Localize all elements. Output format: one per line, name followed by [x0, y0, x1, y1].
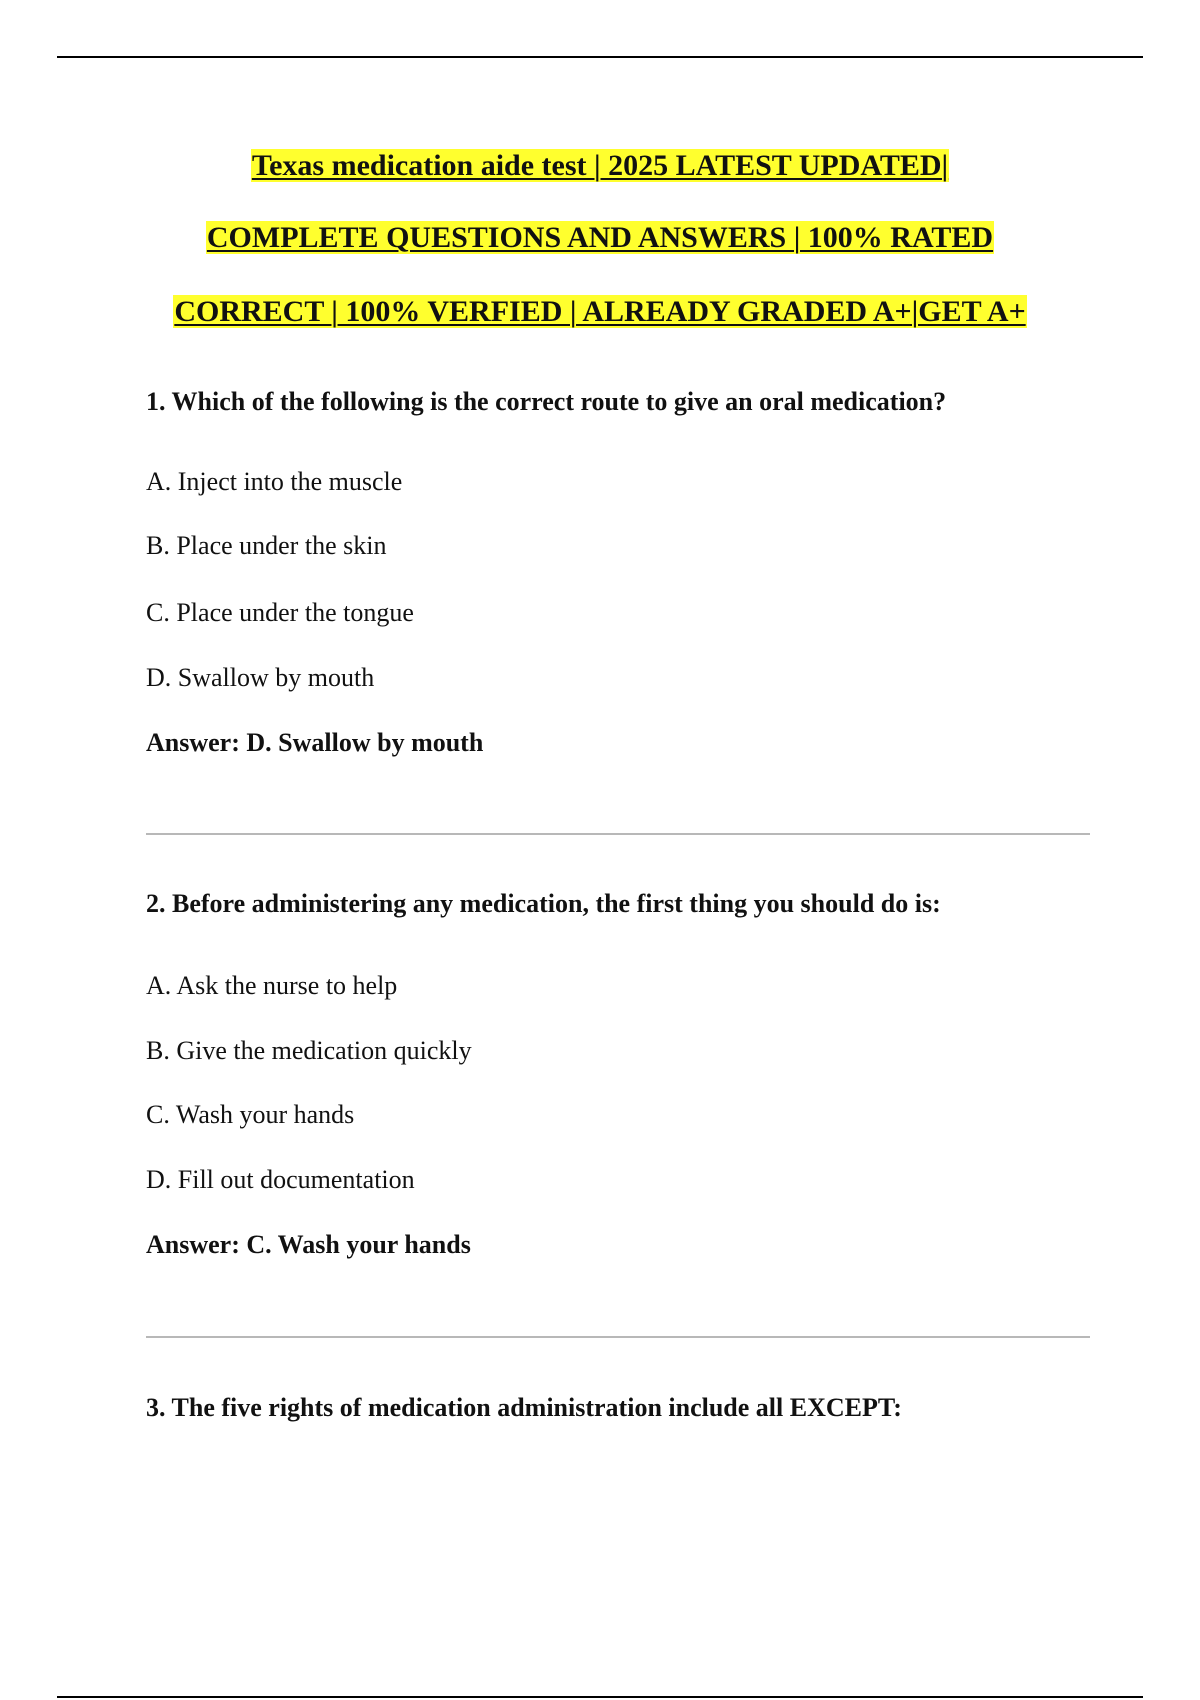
title-line-2-text: COMPLETE QUESTIONS AND ANSWERS | 100% RATED — [206, 221, 994, 254]
question-1-answer: Answer: D. Swallow by mouth — [146, 728, 484, 757]
question-divider-2 — [146, 1336, 1090, 1338]
title-line-2 — [0, 220, 1200, 256]
question-1-option-c: C. Place under the tongue — [146, 598, 414, 627]
question-2-option-b: B. Give the medication quickly — [146, 1036, 472, 1065]
title-line-3 — [0, 294, 1200, 330]
question-1-option-d: D. Swallow by mouth — [146, 663, 375, 692]
question-3-heading: 3. The five rights of medication administration include all EXCEPT: — [146, 1393, 902, 1422]
page-bottom-rule — [57, 1696, 1143, 1698]
question-1-option-a: A. Inject into the muscle — [146, 467, 403, 496]
page-top-rule — [57, 56, 1143, 58]
question-2-heading: 2. Before administering any medication, the first thing you should do is: — [146, 889, 941, 918]
question-2-option-d: D. Fill out documentation — [146, 1165, 415, 1194]
question-2-option-c: C. Wash your hands — [146, 1100, 355, 1129]
title-line-1 — [0, 148, 1200, 184]
question-1-option-b: B. Place under the skin — [146, 531, 387, 560]
title-line-3-text: CORRECT | 100% VERFIED | ALREADY GRADED A+|GET A+ — [174, 295, 1026, 328]
question-2-option-a: A. Ask the nurse to help — [146, 971, 398, 1000]
title-line-1-text: Texas medication aide test | 2025 LATEST UPDATED| — [251, 149, 949, 182]
question-divider-1 — [146, 833, 1090, 835]
question-2-answer: Answer: C. Wash your hands — [146, 1230, 471, 1259]
question-1-heading: 1. Which of the following is the correct route to give an oral medication? — [146, 387, 947, 416]
